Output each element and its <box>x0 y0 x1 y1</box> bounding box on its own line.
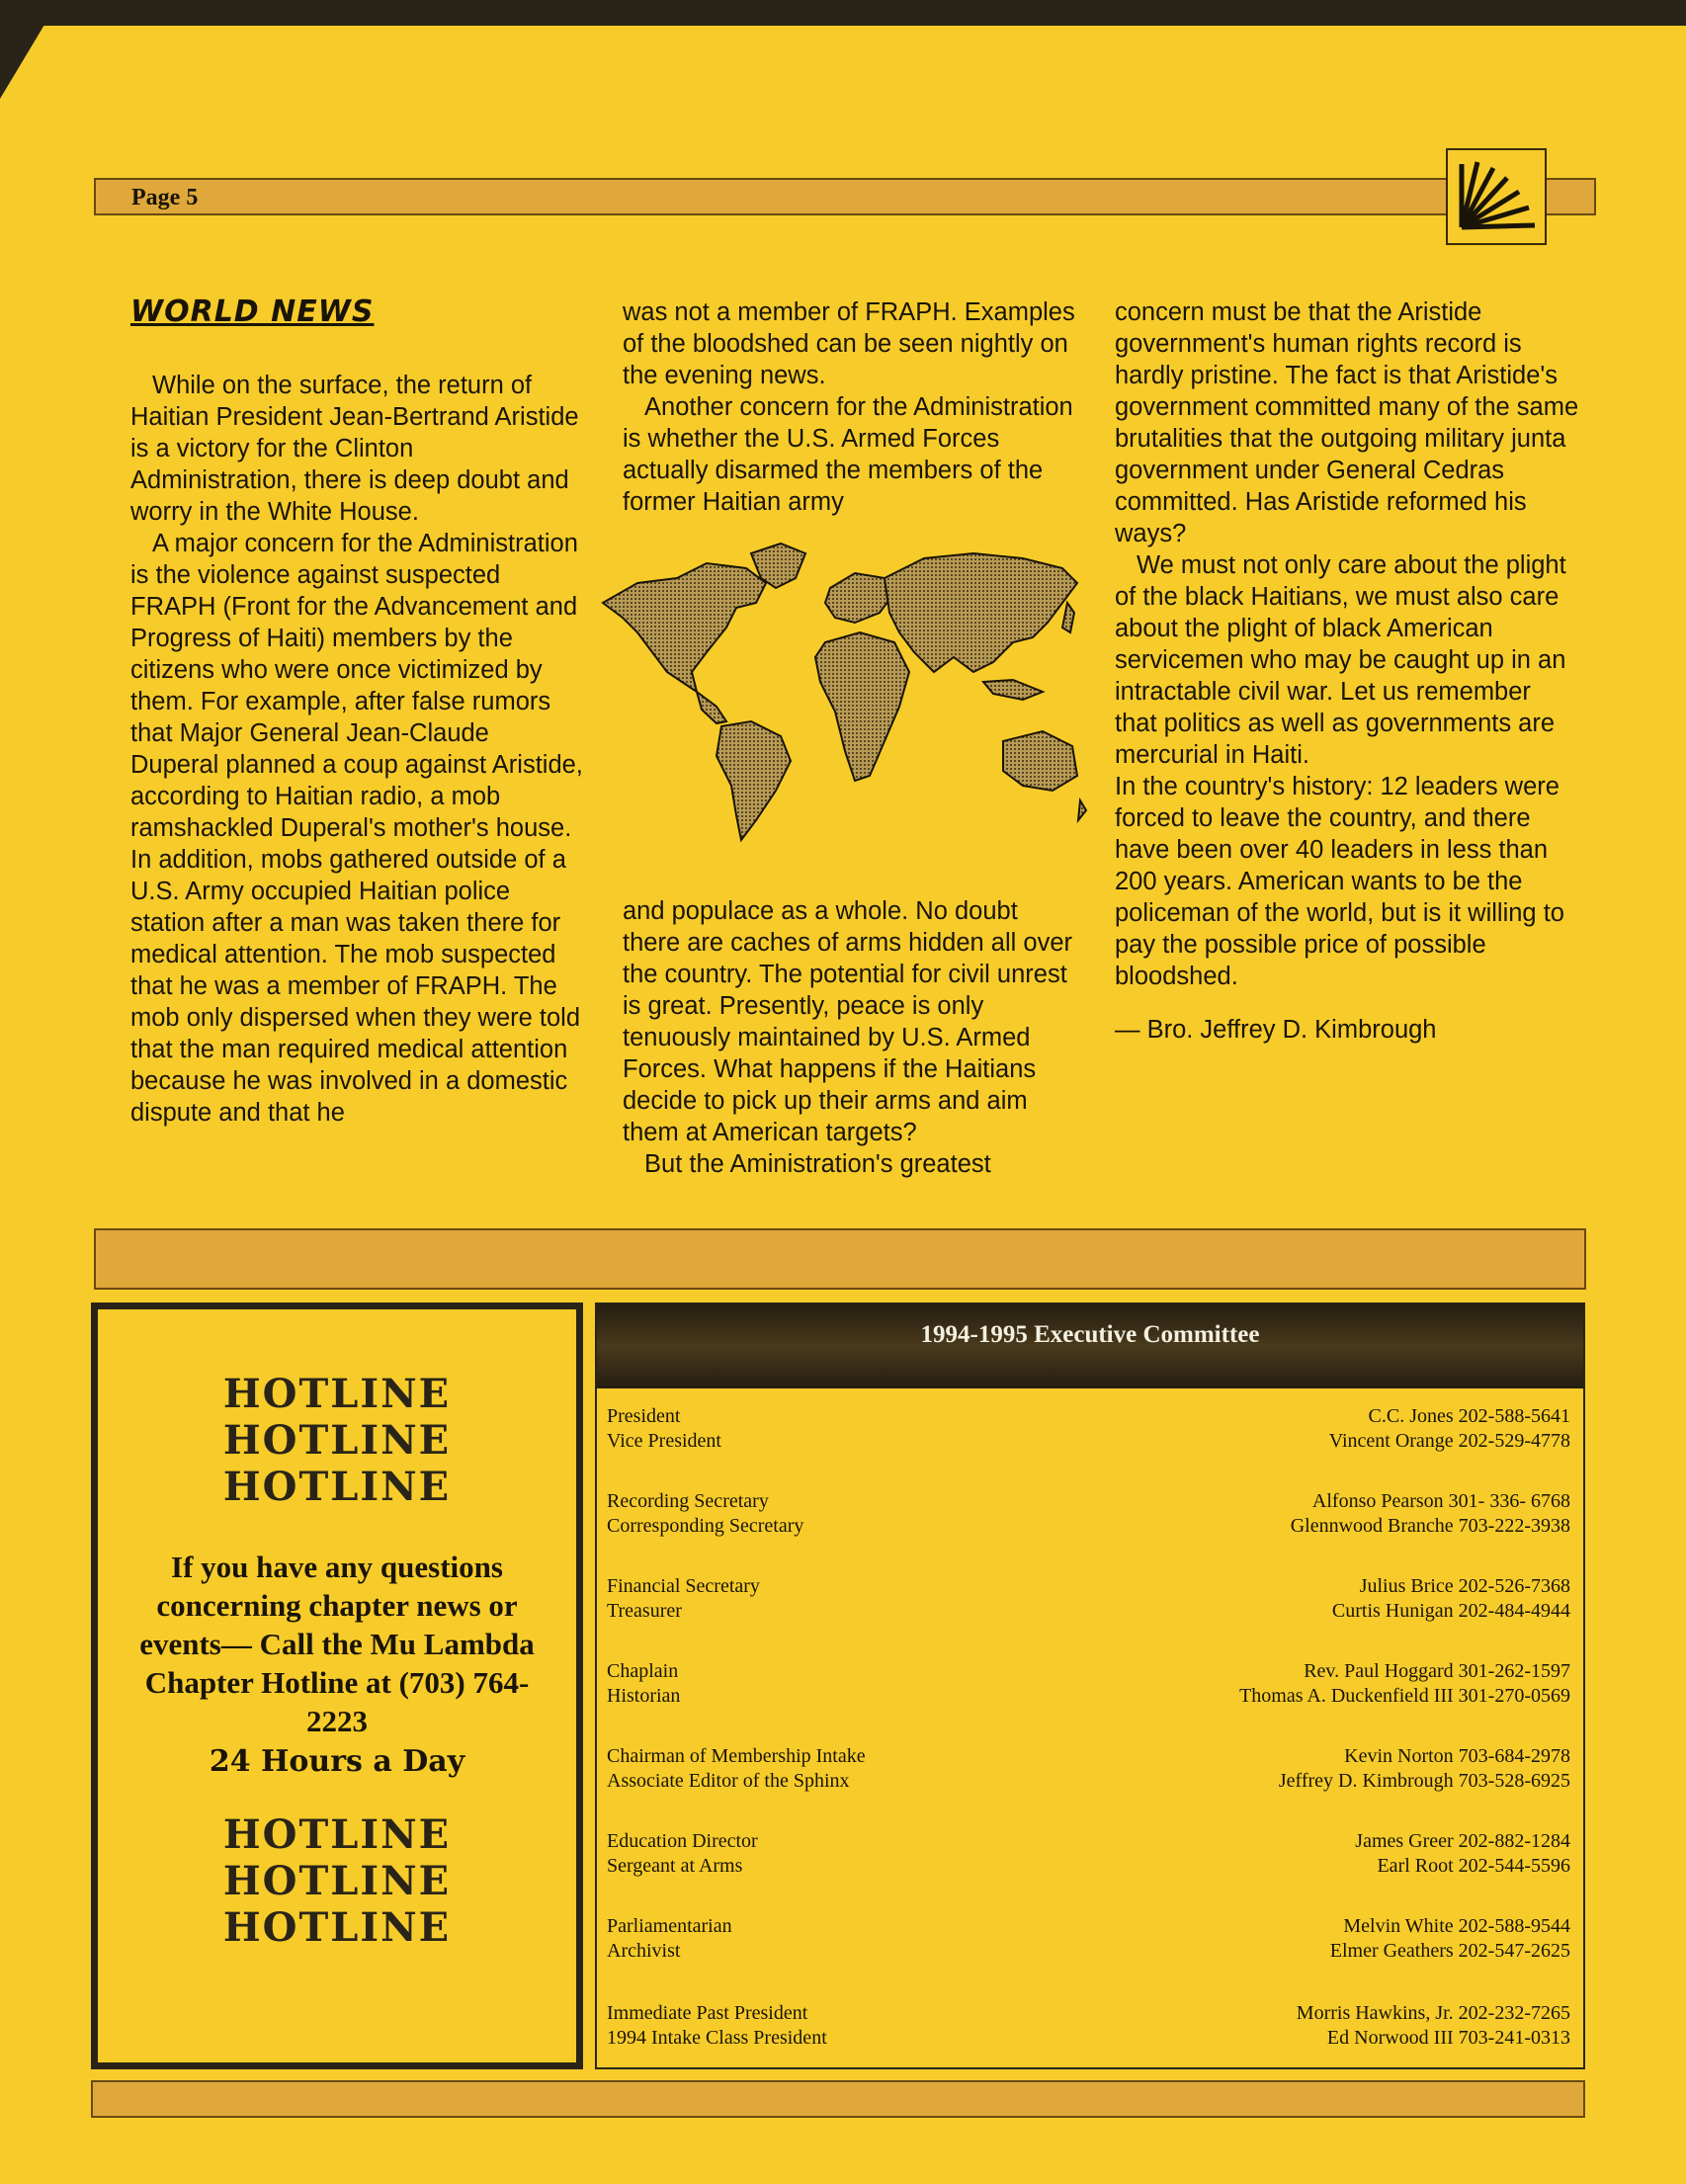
officer-name: James Greer 202-882-1284 <box>1355 1830 1570 1852</box>
article-paragraph: and populace as a whole. No doubt there are caches of arms hidden all over the country. The potential for civil unrest is great. Presently, peace is only tenuously maintained by U.S. Armed Forces. What happens if the Haitians decide to pick up their arms and aim them at American targets? <box>623 897 1072 1146</box>
officer-title: Education Director <box>607 1830 758 1852</box>
page-number: Page 5 <box>131 185 199 210</box>
committee-row <box>607 1404 1570 1454</box>
article-paragraph: Another concern for the Administration is whether the U.S. Armed Forces actually disarmed the members of the former Haitian army <box>623 393 1073 516</box>
world-map-image <box>598 534 1087 850</box>
article-column-2-top <box>623 296 1079 518</box>
article-paragraph: A major concern for the Administration is the violence against suspected FRAPH (Front for the Advancement and Progress of Haiti) members by the citizens who were once victimized by them. For example, after false rumors that Major General Jean-Claude Duperal planned a coup against Aristide, according to Haitian radio, a mob ramshackled Duperal's mother's house. In addition, mobs gathered outside of a U.S. Army occupied Haitian police station after a man was taken there for medical attention. The mob suspected that he was a member of FRAPH. The mob only dispersed when they were told that the man required medical attention because he was involved in a domestic dispute and that he <box>130 530 583 1127</box>
committee-row <box>607 1914 1570 1964</box>
officer-title: Vice President <box>607 1430 721 1452</box>
officer-title: Immediate Past President <box>607 2002 808 2024</box>
hotline-heading: HOTLINE <box>222 1464 452 1510</box>
officer-title: Recording Secretary <box>607 1490 769 1512</box>
article-column-3 <box>1115 296 1579 1046</box>
officer-title: President <box>607 1405 681 1427</box>
officer-title: Historian <box>607 1685 681 1707</box>
officer-name: Morris Hawkins, Jr. 202-232-7265 <box>1296 2002 1570 2024</box>
officer-title: Treasurer <box>607 1600 682 1622</box>
officer-name: Jeffrey D. Kimbrough 703-528-6925 <box>1278 1770 1570 1792</box>
officer-name: Julius Brice 202-526-7368 <box>1359 1575 1570 1597</box>
article-column-1 <box>130 296 583 1129</box>
article-paragraph: was not a member of FRAPH. Examples of the bloodshed can be seen nightly on the evening news. <box>623 298 1075 389</box>
page-corner-shadow <box>0 0 59 99</box>
hotline-box <box>91 1302 583 2069</box>
officer-name: Earl Root 202-544-5596 <box>1377 1855 1570 1877</box>
article-byline: — Bro. Jeffrey D. Kimbrough <box>1115 1016 1437 1044</box>
officer-title: 1994 Intake Class President <box>607 2027 827 2049</box>
officer-name: Ed Norwood III 703-241-0313 <box>1326 2027 1570 2049</box>
committee-row <box>607 1744 1570 1794</box>
hotline-message: If you have any questions concerning chapter news or events— Call the Mu Lambda Chapter Hotline at (703) 764-2223 <box>139 1550 535 1738</box>
article-paragraph: concern must be that the Aristide government's human rights record is hardly pristine. The fact is that Aristide's government committed many of the same brutalities that the outgoing military junta government under General Cedras committed. Has Aristide reformed his ways? <box>1115 298 1579 547</box>
officer-title: Associate Editor of the Sphinx <box>607 1770 850 1792</box>
page-header-bar <box>94 178 1596 215</box>
officer-name: Glennwood Branche 703-222-3938 <box>1290 1515 1570 1537</box>
hotline-heading: HOTLINE <box>222 1811 452 1858</box>
committee-row <box>607 1489 1570 1539</box>
article-paragraph: While on the surface, the return of Haitian President Jean-Bertrand Aristide is a victory for the Clinton Administration, there is deep doubt and worry in the White House. <box>130 372 579 526</box>
officer-title: Chairman of Membership Intake <box>607 1745 866 1767</box>
officer-title: Financial Secretary <box>607 1575 760 1597</box>
sunburst-icon <box>1448 150 1545 243</box>
article-headline: WORLD NEWS <box>130 294 375 329</box>
officer-name: Thomas A. Duckenfield III 301-270-0569 <box>1239 1685 1570 1707</box>
officer-name: Melvin White 202-588-9544 <box>1343 1915 1570 1937</box>
officer-title: Corresponding Secretary <box>607 1515 804 1537</box>
article-paragraph: We must not only care about the plight of the black Haitians, we must also care about the plight of black American servicemen who may be caught up in an intractable civil war. Let us remember that politics as well as governments are mercurial in Haiti. <box>1115 551 1566 769</box>
officer-title: Chaplain <box>607 1660 679 1682</box>
hotline-heading: HOTLINE <box>222 1904 452 1951</box>
officer-name: Rev. Paul Hoggard 301-262-1597 <box>1304 1660 1570 1682</box>
section-divider-bar <box>94 1228 1586 1290</box>
officer-name: Curtis Hunigan 202-484-4944 <box>1331 1600 1570 1622</box>
article-column-2-bottom <box>623 895 1079 1180</box>
committee-row <box>607 1659 1570 1709</box>
article-paragraph: In the country's history: 12 leaders were forced to leave the country, and there have been over 40 leaders in less than 200 years. American wants to be the policeman of the world, but is it willing to pay the possible price of possible bloodshed. <box>1115 773 1564 990</box>
committee-row <box>607 1574 1570 1624</box>
hotline-heading: HOTLINE <box>222 1417 452 1464</box>
sunburst-logo <box>1446 148 1547 245</box>
officer-title: Archivist <box>607 1940 681 1962</box>
committee-row <box>607 1829 1570 1879</box>
hotline-heading: HOTLINE <box>222 1858 452 1904</box>
officer-title: Parliamentarian <box>607 1915 732 1937</box>
officer-name: Alfonso Pearson 301- 336- 6768 <box>1311 1490 1570 1512</box>
hotline-heading: HOTLINE <box>222 1371 452 1417</box>
committee-row <box>607 2001 1570 2051</box>
officer-name: C.C. Jones 202-588-5641 <box>1368 1405 1570 1427</box>
page-edge-shadow <box>0 0 1686 26</box>
page-footer-bar <box>91 2080 1585 2118</box>
hotline-hours: 24 Hours a Day <box>209 1744 465 1779</box>
article-paragraph: But the Aministration's greatest <box>644 1150 991 1178</box>
officer-name: Kevin Norton 703-684-2978 <box>1344 1745 1570 1767</box>
executive-committee-title: 1994-1995 Executive Committee <box>597 1304 1583 1388</box>
officer-name: Vincent Orange 202-529-4778 <box>1328 1430 1570 1452</box>
executive-committee-box <box>595 1302 1585 2069</box>
officer-name: Elmer Geathers 202-547-2625 <box>1329 1940 1570 1962</box>
officer-title: Sergeant at Arms <box>607 1855 743 1877</box>
